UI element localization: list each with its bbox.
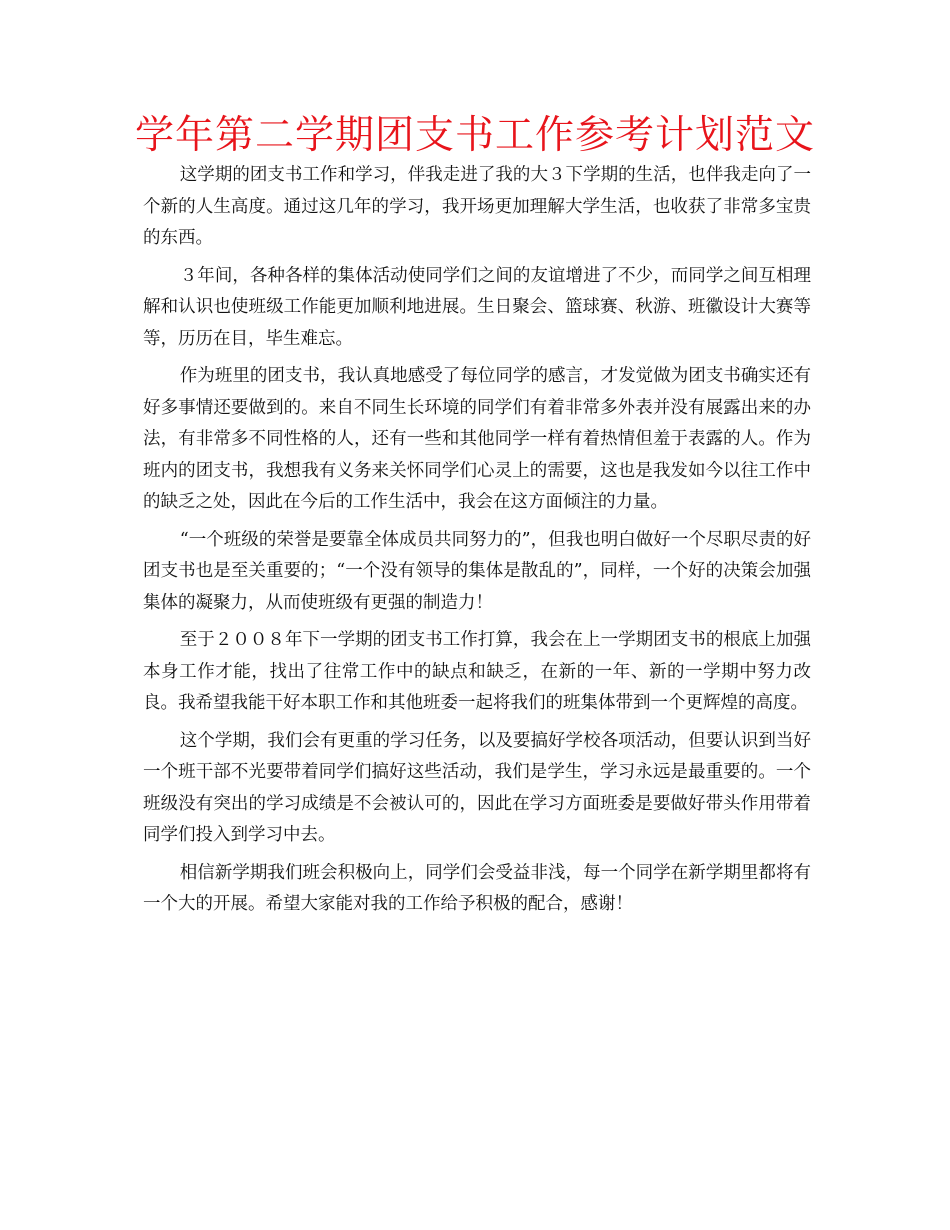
paragraph-7: 相信新学期我们班会积极向上，同学们会受益非浅，每一个同学在新学期里都将有一个大的开展。希望大家能对我的工作给予积极的配合，感谢！ <box>143 862 811 914</box>
paragraph-1: 这学期的团支书工作和学习，伴我走进了我的大３下学期的生活，也伴我走向了一个新的人生高度。通过这几年的学习，我开场更加理解大学生活，也收获了非常多宝贵的东西。 <box>143 165 811 248</box>
paragraph-5: 至于２００８年下一学期的团支书工作打算，我会在上一学期团支书的根底上加强本身工作才能，找出了往常工作中的缺点和缺乏，在新的一年、新的一学期中努力改良。我希望我能干好本职工作和其他班委一起将我们的班集体带到一个更辉煌的高度。 <box>143 630 811 713</box>
paragraph-2: ３年间，各种各样的集体活动使同学们之间的友谊增进了不少，而同学之间互相理解和认识也使班级工作能更加顺利地进展。生日聚会、篮球赛、秋游、班徽设计大赛等等，历历在目，毕生难忘。 <box>143 265 811 349</box>
paragraph-4: “一个班级的荣誉是要靠全体成员共同努力的”，但我也明白做好一个尽职尽责的好团支书也是至关重要的；“一个没有领导的集体是散乱的”，同样，一个好的决策会加强集体的凝聚力，从而使班级有更强的制造力！ <box>143 529 811 613</box>
document-body <box>143 160 811 927</box>
document-title: 学年第二学期团支书工作参考计划范文 <box>134 113 815 158</box>
paragraph-6: 这个学期，我们会有更重的学习任务，以及要搞好学校各项活动，但要认识到当好一个班干部不光要带着同学们搞好这些活动，我们是学生，学习永远是最重要的。一个班级没有突出的学习成绩是不会被认可的，因此在学习方面班委是要做好带头作用带着同学们投入到学习中去。 <box>143 730 811 845</box>
paragraph-3: 作为班里的团支书，我认真地感受了每位同学的感言，才发觉做为团支书确实还有好多事情还要做到的。来自不同生长环境的同学们有着非常多外表并没有展露出来的办法，有非常多不同性格的人，还有一些和其他同学一样有着热情但羞于表露的人。作为班内的团支书，我想我有义务来关怀同学们心灵上的需要，这也是我发如今以往工作中的缺乏之处，因此在今后的工作生活中，我会在这方面倾注的力量。 <box>143 366 811 512</box>
